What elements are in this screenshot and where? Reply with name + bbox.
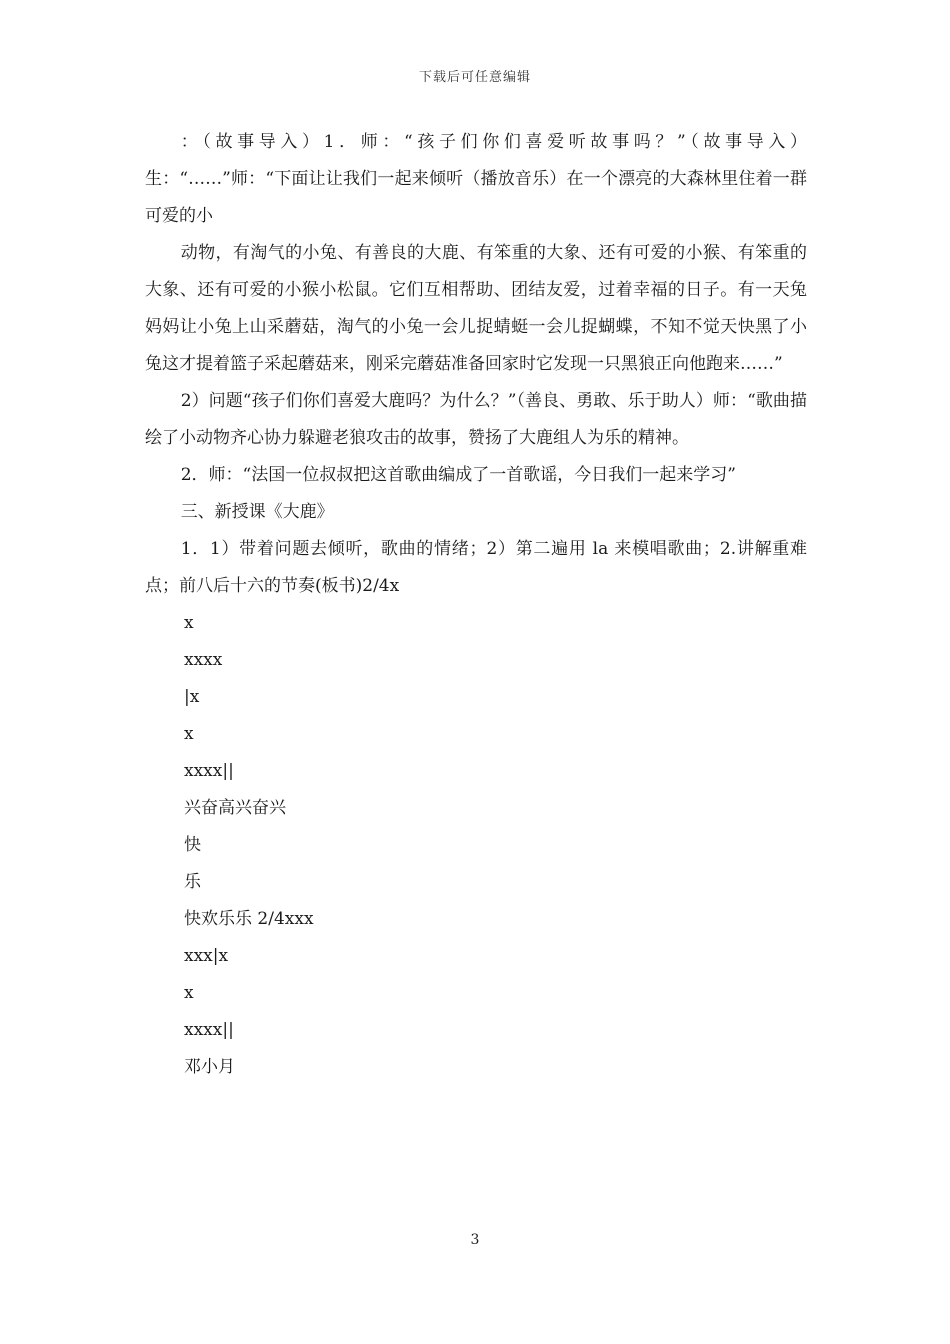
rhythm-line: xxxx||: [184, 1020, 234, 1040]
page-header: 下载后可任意编辑: [418, 70, 531, 85]
author-name: 邓小月: [184, 1057, 235, 1077]
story-continuation-paragraph: 动物，有淘气的小兔、有善良的大鹿、有笨重的大象、还有可爱的小猴、有笨重的大象、还有可爱的小猴小松鼠。它们互相帮助、团结友爱，过着幸福的日子。有一天兔妈妈让小兔上山采蘑菇，淘气的小兔一会儿捉蜻蜓一会儿捉蝴蝶，不知不觉天快黑了小兔这才提着篮子采起蘑菇来，刚采完蘑菇准备回家时它发现一只黑狼正向他跑来……”: [145, 243, 807, 374]
rhythm-line: |x: [184, 687, 200, 707]
lyric-line: 乐: [184, 872, 201, 892]
lyric-line: 快欢乐乐 2/4xxx: [184, 909, 314, 929]
lyric-line: 快: [184, 835, 201, 855]
document-body: [145, 124, 807, 1086]
rhythm-line: xxx|x: [184, 946, 229, 966]
new-lesson-paragraph: 1．1）带着问题去倾听，歌曲的情绪；2）第二遍用 la 来模唱歌曲；2.讲解重难点；前八后十六的节奏(板书)2/4x: [145, 539, 807, 596]
rhythm-line: x: [184, 724, 194, 744]
lyric-line: 兴奋高兴奋兴: [184, 798, 286, 818]
question-paragraph: 2）问题“孩子们你们喜爱大鹿吗？为什么？”（善良、勇敢、乐于助人）师：“歌曲描绘了小动物齐心协力躲避老狼攻击的故事，赞扬了大鹿组人为乐的精神。: [145, 391, 807, 448]
rhythm-line: xxxx: [184, 650, 223, 670]
rhythm-line: xxxx||: [184, 761, 234, 781]
page-number: 3: [470, 1232, 480, 1248]
story-intro-paragraph: ：（故事导入）1．师：“孩子们你们喜爱听故事吗？”（故事导入）生：“……”师：“下面让让我们一起来倾听（播放音乐）在一个漂亮的大森林里住着一群可爱的小: [145, 132, 807, 226]
rhythm-line: x: [184, 613, 194, 633]
section-heading: 三、新授课《大鹿》: [180, 502, 334, 522]
teacher-paragraph: 2．师：“法国一位叔叔把这首歌曲编成了一首歌谣，今日我们一起来学习”: [180, 465, 736, 485]
rhythm-line: x: [184, 983, 194, 1003]
